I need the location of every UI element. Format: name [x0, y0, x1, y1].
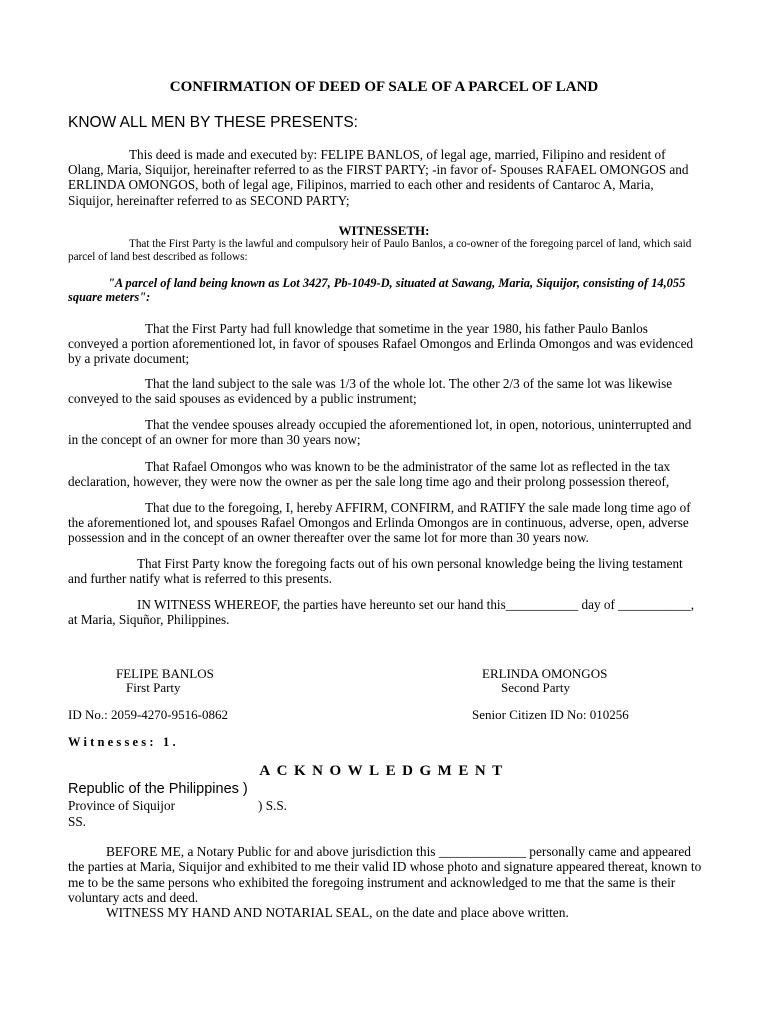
knowledge-clause: That First Party know the foregoing facts out of his own personal knowledge being the living testament and further natify what is referred to this presents. [68, 556, 683, 587]
document-title: CONFIRMATION OF DEED OF SALE OF A PARCEL OF LAND [169, 79, 599, 95]
land-description: "A parcel of land being known as Lot 3427, Pb-1049-D, situated at Sawang, Maria, Siquijor, consisting of 14,055 square meters": [68, 276, 686, 305]
second-party-role: Second Party [501, 680, 570, 695]
province-line: Province of Siquijor [68, 798, 175, 813]
first-party-id: ID No.: 2059-4270-9516-0862 [68, 707, 228, 722]
witnesses-label: Witnesses: 1. [68, 735, 179, 749]
in-witness-clause: IN WITNESS WHEREOF, the parties have hereunto set our hand this___________ day of ___________, at Maria, Siquñor, Philippines. [68, 597, 695, 628]
clause-paragraph: That the vendee spouses already occupied the aforementioned lot, in open, notorious, uninterrupted and in the concept of an owner for more than 30 years now; [68, 417, 692, 448]
ss-mark: ) S.S. [258, 798, 287, 813]
witnesseth-heading: WITNESSETH: [338, 223, 430, 238]
first-party-name: FELIPE BANLOS [116, 666, 214, 681]
opening-phrase: KNOW ALL MEN BY THESE PRESENTS: [68, 114, 358, 131]
second-party-id: Senior Citizen ID No: 010256 [472, 707, 629, 722]
acknowledgment-heading: ACKNOWLEDGMENT [259, 763, 509, 779]
clause-paragraph: That due to the foregoing, I, hereby AFFIRM, CONFIRM, and RATIFY the sale made long time ago of the aforementioned lot, and spouses Rafael Omongos and Erlinda Omongos are in continuous, adverse, open, adverse possession and in the concept of an owner thereafter over the same lot for more than 30 years now. [68, 500, 691, 546]
clause-paragraph: That Rafael Omongos who was known to be the administrator of the same lot as reflected in the tax declaration, however, they were now the owner as per the sale long time ago and their prolong possession thereof, [68, 459, 671, 490]
first-party-role: First Party [126, 680, 181, 695]
ss-mark-second: SS. [68, 814, 86, 829]
republic-line: Republic of the Philippines ) [68, 781, 248, 797]
clause-paragraph: That the land subject to the sale was 1/3 of the whole lot. The other 2/3 of the same lot was likewise conveyed to the said spouses as evidenced by a public instrument; [68, 376, 673, 407]
clause-paragraph: That the First Party had full knowledge that sometime in the year 1980, his father Paulo Banlos conveyed a portion aforementioned lot, in favor of spouses Rafael Omongos and Erlinda Omongos and was evidenced by a private document; [68, 321, 694, 367]
intro-paragraph: This deed is made and executed by: FELIPE BANLOS, of legal age, married, Filipino and resident of Olang, Maria, Siquijor, hereinafter referred to as the FIRST PARTY; -in favor of- Spouses RAFAEL OMONGOS and ERLINDA OMONGOS, both of legal age, Filipinos, married to each other and residents of Cantaroc A, Maria, Siquijor, hereinafter referred to as SECOND PARTY; [68, 147, 689, 208]
notarial-seal-line: WITNESS MY HAND AND NOTARIAL SEAL, on the date and place above written. [106, 905, 569, 920]
notary-paragraph: BEFORE ME, a Notary Public for and above jurisdiction this _____________ personally came and appeared the parties at Maria, Siquijor and exhibited to me their valid ID whose photo and signature appeared thereat, known to me to be the same persons who exhibited the foregoing instrument and acknowledged to me that the same is their voluntary acts and deed. [68, 844, 702, 906]
heir-clause: That the First Party is the lawful and compulsory heir of Paulo Banlos, a co-owner of the foregoing parcel of land, which said parcel of land best described as follows: [68, 238, 692, 263]
second-party-name: ERLINDA OMONGOS [482, 666, 608, 681]
